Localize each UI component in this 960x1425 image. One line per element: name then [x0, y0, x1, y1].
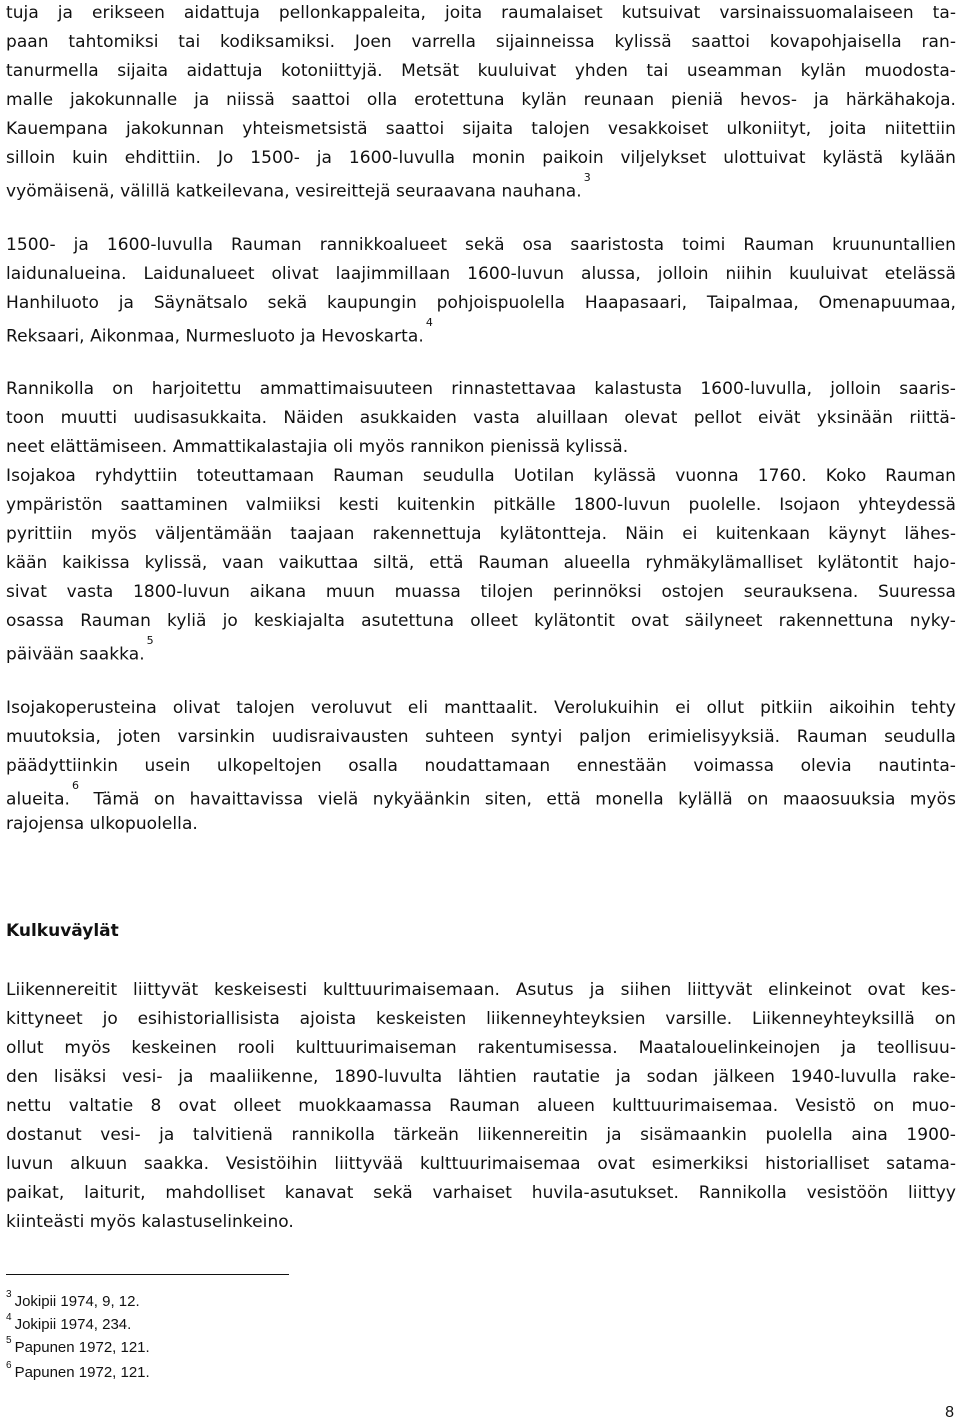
footnote-marker[interactable]: 6	[71, 779, 80, 792]
body-line	[6, 316, 433, 347]
footnote-text: Jokipii 1974, 9, 12.	[14, 1293, 140, 1310]
page-number: 8	[945, 1404, 954, 1421]
body-line: päädyttiinkin usein ulkopeltojen osalla noudattamaan ennestään voimassa olevia nautinta-	[6, 756, 956, 776]
body-line: Liikennereitit liittyvät keskeisesti kulttuurimaisemaan. Asutus ja siihen liittyvät elinkeinot ovat kes-	[6, 980, 956, 1000]
body-line	[6, 634, 154, 665]
body-line	[6, 779, 956, 810]
footnote-text: Papunen 1972, 121.	[14, 1339, 150, 1356]
body-line: ympäristön saattaminen valmiiksi kesti kuitenkin pitkälle 1800-luvun puolelle. Isojaon yhteydessä	[6, 495, 956, 515]
body-line: osassa Rauman kyliä jo keskiajalta asutettuna olleet kylätontit ovat säilyneet rakennettuna nyky-	[6, 611, 956, 631]
body-line: kiinteästi myös kalastuselinkeino.	[6, 1212, 294, 1232]
footnote-number: 6	[6, 1360, 12, 1371]
body-line-text: Reksaari, Aikonmaa, Nurmesluoto ja Hevoskarta.	[6, 326, 424, 347]
body-line: luvun alkuun saakka. Vesistöihin liittyvää kulttuurimaisemaa ovat esimerkiksi historialliset satama-	[6, 1154, 956, 1174]
body-line: Kauempana jakokunnan yhteismetsistä saattoi sijaita talojen vesakkoiset ulkoniityt, joita niitettiin	[6, 119, 956, 139]
body-line	[6, 171, 591, 202]
body-line: toon muutti uudisasukkaita. Näiden asukkaiden vasta aluillaan olevat pellot eivät yksinään riittä-	[6, 408, 956, 428]
footnote-number: 4	[6, 1312, 12, 1323]
body-line: pyrittiin myös väljentämään taajaan rakennettuja kylätontteja. Näin ei kuitenkaan käynyt lähes-	[6, 524, 956, 544]
body-line-text: päivään saakka.	[6, 644, 145, 665]
body-line-text: vyömäisenä, välillä katkeilevana, vesireittejä seuraavana nauhana.	[6, 181, 582, 202]
body-line: nettu valtatie 8 ovat olleet muokkaamassa Rauman alueen kulttuurimaisemaa. Vesistö on muo-	[6, 1096, 956, 1116]
body-line: silloin kuin ehdittiin. Jo 1500- ja 1600-luvulla monin paikoin viljelykset ulottuivat kylästä kylään	[6, 148, 956, 168]
body-line: dostanut vesi- ja talvitienä rannikolla tärkeän liikennereitin ja sisämaankin puolella aina 1900-	[6, 1125, 956, 1145]
footnote-marker[interactable]: 5	[146, 634, 154, 647]
body-line: ollut myös keskeinen rooli kulttuurimaiseman rakentumisessa. Maatalouelinkeinojen ja teollisuu-	[6, 1038, 956, 1058]
body-line: laidunalueina. Laidunalueet olivat laajimmillaan 1600-luvun alussa, jolloin niihin kuuluivat etelässä	[6, 264, 956, 284]
footnote	[6, 1360, 150, 1384]
body-line: tanurmella sijaita aidattuja kotoniittyjä. Metsät kuuluivat yhden tai useamman kylän muodosta-	[6, 61, 956, 81]
footnote-text: Papunen 1972, 121.	[14, 1364, 150, 1381]
body-line: neet elättämiseen. Ammattikalastajia oli myös rannikon pienissä kylissä.	[6, 437, 629, 457]
footnote-separator	[6, 1274, 289, 1275]
footnote-marker[interactable]: 4	[425, 316, 433, 329]
footnote	[6, 1289, 140, 1313]
body-line: Isojakoperusteina olivat talojen veroluvut eli manttaalit. Verolukuihin ei ollut pitkiin aikoihin tehty	[6, 698, 956, 718]
body-line: Isojakoa ryhdyttiin toteuttamaan Rauman seudulla Uotilan kylässä vuonna 1760. Koko Rauman	[6, 466, 956, 486]
body-line: kittyneet jo esihistoriallisista ajoista keskeisten liikenneyhteyksien varsille. Liikenneyhteyksillä on	[6, 1009, 956, 1029]
body-line: rajojensa ulkopuolella.	[6, 814, 198, 834]
footnote	[6, 1312, 132, 1336]
body-line: Rannikolla on harjoitettu ammattimaisuuteen rinnastettavaa kalastusta 1600-luvulla, jolloin saaris-	[6, 379, 956, 399]
body-line-text: alueita.	[6, 789, 70, 810]
footnote-number: 3	[6, 1289, 12, 1300]
body-line: malle jakokunnalle ja niissä saattoi olla erotettuna kylän reunaan pieniä hevos- ja härkähakoja.	[6, 90, 956, 110]
footnote-marker[interactable]: 3	[583, 171, 591, 184]
footnote	[6, 1335, 150, 1359]
section-heading: Kulkuväylät	[6, 921, 119, 941]
footnote-text: Jokipii 1974, 234.	[14, 1316, 132, 1333]
body-line: 1500- ja 1600-luvulla Rauman rannikkoalueet sekä osa saaristosta toimi Rauman kruununtallien	[6, 235, 956, 255]
body-line: muutoksia, joten varsinkin uudisraivausten suhteen syntyi paljon erimielisyyksiä. Rauman seudulla	[6, 727, 956, 747]
body-line: paikat, laiturit, mahdolliset kanavat sekä varhaiset huvila-asutukset. Rannikolla vesistöön liittyy	[6, 1183, 956, 1203]
body-line-text: Tämä on havaittavissa vielä nykyäänkin siten, että monella kylällä on maaosuuksia myös	[93, 789, 956, 810]
footnote-number: 5	[6, 1335, 12, 1346]
body-line: Hanhiluoto ja Säynätsalo sekä kaupungin pohjoispuolella Haapasaari, Taipalmaa, Omenapuumaa,	[6, 293, 956, 313]
body-line: kään kaikissa kylissä, vaan vaikuttaa siltä, että Rauman alueella ryhmäkylämalliset kylätontit hajo-	[6, 553, 956, 573]
body-line: sivat vasta 1800-luvun aikana muun muassa tilojen perinnöksi ostojen seurauksena. Suuressa	[6, 582, 956, 602]
body-line: paan tahtomiksi tai kodiksamiksi. Joen varrella sijainneissa kylissä saattoi kovapohjaisella ran-	[6, 32, 956, 52]
body-line: tuja ja erikseen aidattuja pellonkappaleita, joita raumalaiset kutsuivat varsinaissuomalaiseen ta-	[6, 3, 956, 23]
body-line: den lisäksi vesi- ja maaliikenne, 1890-luvulta lähtien rautatie ja sodan jälkeen 1940-luvulla rake-	[6, 1067, 956, 1087]
